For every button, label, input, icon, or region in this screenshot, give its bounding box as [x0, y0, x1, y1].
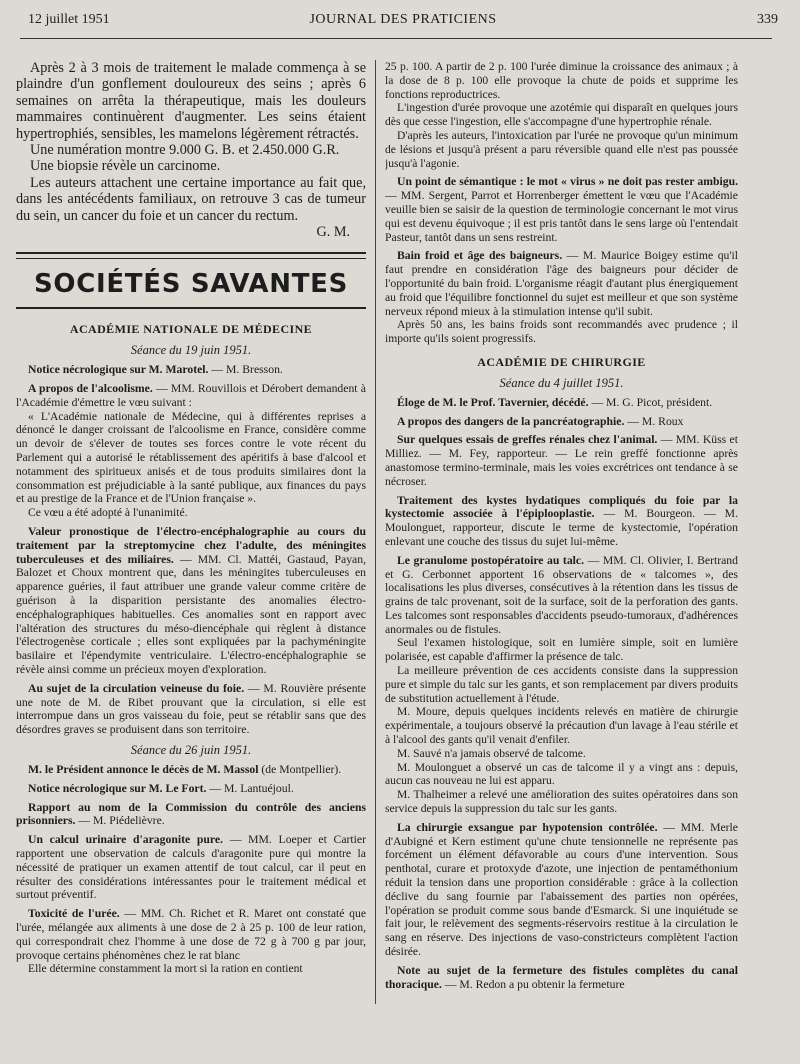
paragraph: M. Sauvé n'a jamais observé de talcome.	[397, 746, 586, 760]
column-divider	[375, 60, 376, 1004]
lead-paragraph: Une numération montre 9.000 G. B. et 2.450.000 G.R.	[30, 142, 340, 159]
entry	[385, 494, 738, 549]
entry-text: — M. Bourgeon. — M. Moulonguet, rapporteur, discute le terme de kystectomie, l'opération enlevant une couche des tissus du sujet lui-même.	[385, 507, 738, 548]
entry	[385, 821, 738, 959]
section-title: SOCIÉTÉS SAVANTES	[33, 269, 349, 300]
seance-date: Séance du 4 juillet 1951.	[499, 375, 624, 390]
entry-heading: Un calcul urinaire d'aragonite pure.	[28, 833, 223, 847]
lead-paragraph: Les auteurs attachent une certaine importance au fait que, dans les antécédents familiaux, on retrouve 3 cas de tumeur du sein, un cancer du foie et un cancer du rectum.	[16, 174, 366, 224]
section-rule-top	[16, 252, 366, 259]
entry-text: — MM. Merle d'Aubigné et Kern estiment qu'une chute tensionnelle ne représente pas forcément un élément défavorable au cours d'une intervention. Sous penthotal, curare et protoxyde d'azote, une injection de pentaméthonium réduit la tension dans une proportion considérable : grâce à la collection déclive du sang fournie par l'abaissement des parties non opérées, l'opération se produit comme sous bande d'Esmarck. Si une inquiétude se fait jour, le relèvement des segments-réservoirs restitue à la circulation le sang en réserve. Des injections de vaso-constricteurs complètent l'action désirée.	[385, 820, 738, 959]
entry-heading: Bain froid et âge des baigneurs.	[397, 249, 563, 263]
entry	[16, 682, 366, 737]
entry	[16, 763, 366, 777]
entry-heading: Notice nécrologique sur M. Marotel.	[28, 363, 209, 377]
lead-paragraph: Une biopsie révèle un carcinome.	[30, 158, 221, 175]
entry-text: — M. Redon a pu obtenir la fermeture	[441, 977, 625, 991]
seance-date: Séance du 26 juin 1951.	[130, 742, 252, 757]
entry	[16, 525, 366, 677]
entry-heading: A propos des dangers de la pancréatographie.	[397, 414, 625, 428]
paragraph: 25 p. 100. A partir de 2 p. 100 l'urée diminue la croissance des animaux ; à la dose de 8 p. 100 elle provoque la chute de poids et supprime les fonctions reproductrices.	[385, 60, 738, 101]
paragraph: Ce vœu a été adopté à l'unanimité.	[28, 506, 188, 520]
entry-text: — MM. Loeper et Cartier rapportent une observation de calculs d'aragonite pure qui montre la nécessité de pratiquer un examen attentif de tout calcul, car il peut en résulter des considérations intéressantes pour le traitement médical et surtout préventif.	[16, 833, 366, 902]
paragraph: Seul l'examen histologique, soit en lumière simple, soit en lumière polarisée, est capable d'affirmer la présence de talc.	[385, 636, 738, 664]
paragraph: Après 50 ans, les bains froids sont recommandés avec prudence ; il importe qu'ils soient progressifs.	[385, 318, 738, 346]
entry-heading: Note au sujet de la fermeture des fistules complètes du canal thoracique.	[385, 963, 738, 991]
journal-title: JOURNAL DES PRATICIENS	[309, 12, 497, 27]
entry-text: — MM. Küss et Milliez. — M. Fey, rapporteur. — Le rein greffé fonctionne après anastomose termino-terminale, mais les voies excrétrices ont tendance à se nécroser.	[385, 433, 738, 488]
entry-text: — MM. Cl. Olivier, I. Bertrand et G. Cerbonnet apportent 16 observations de « talcomes », des localisations les plus diverses, consécutives à la rétention dans les tissus de grains de talc provenant, soit de la surface, soit de la perforation des gants. Les talcomes sont responsables d'accidents pseudo-tumoraux, d'adhérences anormales ou de fistules.	[385, 553, 738, 636]
seance-date: Séance du 19 juin 1951.	[130, 343, 252, 358]
entry-text: — M. Roux	[624, 414, 684, 428]
entry	[385, 433, 738, 488]
section-rule-bottom	[16, 307, 366, 311]
issue-date: 12 juillet 1951	[28, 12, 110, 27]
entry-text: — MM. Cl. Mattéi, Gastaud, Payan, Balozet et Choux montrent que, dans les méningites tuberculeuses en apparence guéries, il faut attribuer une grande valeur comme critère de guérison à la disparition persistante des anomalies électro-encéphalographiques habituelles. Ces anomalies sont en rapport avec l'altération des structures du méso-diencéphale qui règlent à distance l'électrogenèse corticale ; elles sont expliquées par la pachyméningite basilaire et l'épendymite ventriculaire. L'électro-encéphalographie se révèle ainsi comme un précieux moyen d'exploration.	[16, 552, 366, 676]
entry-heading: Notice nécrologique sur M. Le Fort.	[28, 781, 207, 795]
entry	[16, 363, 366, 377]
entry-heading: Un point de sémantique : le mot « virus » ne doit pas rester ambigu.	[397, 175, 738, 189]
entry-text: — M. Piédelièvre.	[75, 814, 165, 828]
entry-text: — M. Bresson.	[208, 363, 283, 377]
entry-heading: La chirurgie exsangue par hypotension contrôlée.	[397, 820, 658, 834]
entry-heading: Toxicité de l'urée.	[28, 907, 120, 921]
right-body	[385, 60, 738, 991]
paragraph: M. Moure, depuis quelques incidents relevés en matière de chirurgie expérimentale, a toujours observé la précaution d'un lavage à l'eau stérile et à l'alcool des gants qu'il venait d'enfiler.	[385, 705, 738, 747]
entry-heading: Traitement des kystes hydatiques compliqués du foie par la kystectomie associée à l'épiplooplastie.	[385, 493, 738, 521]
entry-text: — M. G. Picot, président.	[588, 395, 713, 409]
lead-signature: G. M.	[316, 224, 350, 241]
paragraph: Elle détermine constamment la mort si la ration en contient	[28, 962, 303, 976]
entry-heading: Le granulome postopératoire au talc.	[397, 553, 585, 567]
paragraph: D'après les auteurs, l'intoxication par l'urée ne provoque qu'un minimum de lésions et jusqu'à présent a paru réversible quand elle n'est pas poussée jusqu'à l'agonie.	[385, 128, 738, 170]
entry	[385, 396, 738, 410]
entry-heading: Éloge de M. le Prof. Tavernier, décédé.	[397, 395, 589, 409]
paragraph: M. Moulonguet a observé un cas de talcome il y a vingt ans : depuis, aucun cas nouveau ne lui est apparu.	[385, 760, 738, 788]
entry-text: — M. Lantuéjoul.	[206, 781, 294, 795]
entry-text: — MM. Sergent, Parrot et Horrenberger émettent le vœu que l'Académie veuille bien se saisir de la question de terminologie concernant le mot virus qui est devenu équivoque ; il est pris tantôt dans le sens large où l'entendait Pasteur, tantôt dans un sens restreint.	[385, 189, 738, 244]
entry	[385, 249, 738, 318]
entry	[385, 175, 738, 244]
entry-text: (de Montpellier).	[258, 762, 342, 776]
quote: « L'Académie nationale de Médecine, qui à différentes reprises a dénoncé le danger croissant de l'alcoolisme en France, considère comme un devoir de s'élever de toutes ses forces contre le vote récent du Parlement qui a autorisé le rétablissement des apéritifs à base d'alcool et notamment des spiritueux anisés et de tous produits similaires dont la consommation est préjudiciable à la santé publique, aux finances du pays et au prestige de la France et de l'Union française ».	[16, 409, 366, 506]
page-header	[28, 12, 778, 34]
right-column	[385, 60, 738, 1004]
paragraph: M. Thalheimer a relevé une amélioration des suites opératoires dans son service depuis la suppression du talc sur les gants.	[385, 788, 738, 816]
entry	[16, 782, 366, 796]
paragraph: L'ingestion d'urée provoque une azotémie qui disparaît en quelques jours dès que cesse l'ingestion, elle s'accompagne d'une hypertrophie rénale.	[385, 101, 738, 129]
academie-medecine-section	[16, 323, 366, 976]
entry	[385, 554, 738, 637]
entry-text: — MM. Rouvillois et Dérobert demandent à l'Académie d'émettre le vœu suivant :	[16, 382, 366, 409]
entry-heading: Sur quelques essais de greffes rénales chez l'animal.	[397, 433, 658, 447]
entry	[16, 382, 366, 410]
page-number: 339	[757, 12, 778, 27]
lead-paragraph: Après 2 à 3 mois de traitement le malade commença à se plaindre d'un gonflement douloureux des seins ; après 6 semaines on arrêta la thérapeutique, mais les douleurs mammaires continuèrent d'augmenter. Les seins étaient hypertrophiés, sensibles, les mamelons légèrement rétractés.	[16, 60, 366, 142]
institution-title: ACADÉMIE NATIONALE DE MÉDECINE	[69, 322, 313, 337]
entry	[385, 964, 738, 992]
lead-article	[16, 60, 366, 240]
header-rule	[20, 38, 772, 39]
entry	[385, 415, 738, 429]
entry	[16, 801, 366, 829]
entry-text: — MM. Ch. Richet et R. Maret ont constaté que l'urée, mélangée aux aliments à une dose de 2 à 25 p. 100 de leur ration, qui correspondrait chez l'homme à une dose de 72 g à 700 g par jour, provoque certains phénomènes chez le rat blanc	[16, 907, 366, 962]
entry-heading: Valeur pronostique de l'électro-encéphalographie au cours du traitement par la streptomycine chez l'adulte, des méningites tuberculeuses et des miliaires.	[16, 525, 366, 566]
entry	[16, 907, 366, 962]
institution-title: ACADÉMIE DE CHIRURGIE	[477, 354, 646, 369]
left-column	[16, 60, 366, 1004]
entry-text: — M. Rouvière présente une note de M. de Ribet prouvant que la circulation, si elle est interrompue dans un gros vaisseau du foie, peut se rétablir sans que des désordres graves se produisent dans son territoire.	[16, 681, 366, 737]
paragraph: La meilleure prévention de ces accidents consiste dans la suppression pure et simple du talc sur les gants, et son remplacement par divers produits de substitution actuellement à l'étude.	[385, 664, 738, 705]
entry	[16, 833, 366, 902]
entry-heading: M. le Président annonce le décès de M. Massol	[28, 762, 259, 776]
entry-text: — M. Maurice Boigey estime qu'il faut prendre en considération l'âge des baigneurs pour décider de l'opportunité du bain froid. L'organisme réagit d'autant plus énergiquement au froid que l'équilibre fonctionnel du sujet est meilleur et que son système nerveux répond mieux à la stimulation intense qu'il subit.	[385, 249, 738, 318]
entry-heading: Rapport au nom de la Commission du contrôle des anciens prisonniers.	[16, 800, 366, 828]
entry-heading: Au sujet de la circulation veineuse du foie.	[28, 681, 245, 695]
entry-heading: A propos de l'alcoolisme.	[28, 382, 153, 396]
